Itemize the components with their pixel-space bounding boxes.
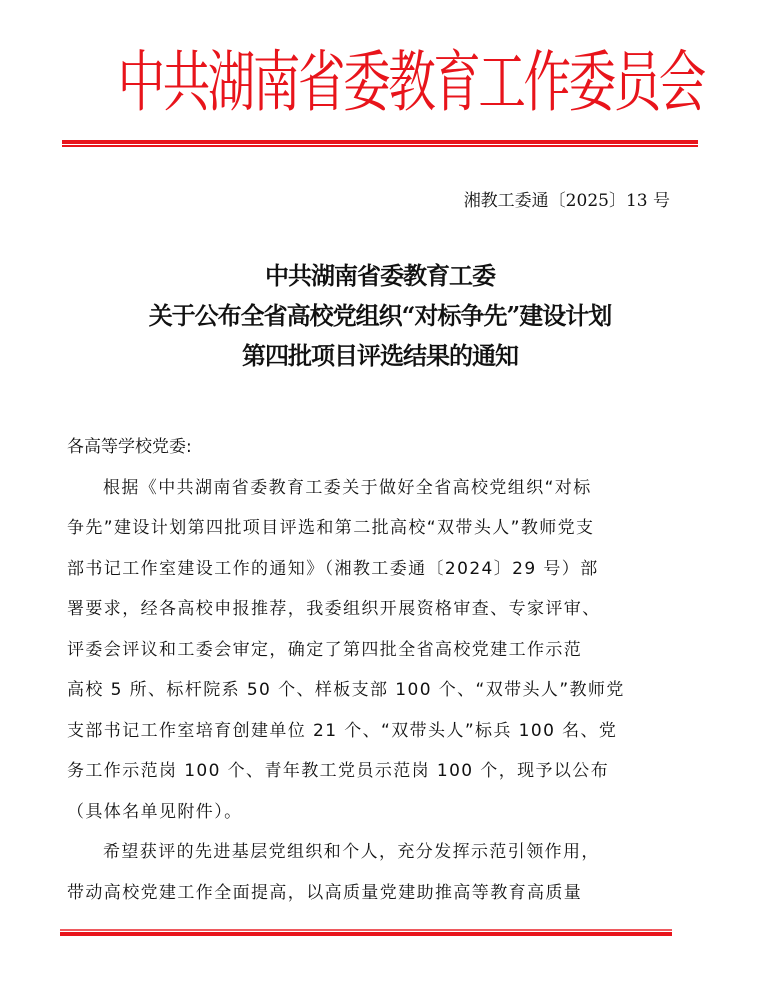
salutation: 各高等学校党委: [67,437,192,457]
document-number: 湘教工委通〔2025〕13 号 [463,191,670,211]
paragraph-line: 争先”建设计划第四批项目评选和第二批高校“双带头人”教师党支 [67,518,595,538]
paragraph-line: 署要求，经各高校申报推荐，我委组织开展资格审查、专家评审、 [67,599,601,619]
title-line-2: 关于公布全省高校党组织“对标争先”建设计划 [148,301,612,330]
paragraph-line: 希望获评的先进基层党组织和个人，充分发挥示范引领作用， [103,842,600,862]
paragraph-1 [67,468,679,833]
paragraph-line: （具体名单见附件）。 [67,801,243,822]
title-line-1: 中共湖南省委教育工委 [265,261,495,290]
footer-red-rule [60,929,672,936]
paragraph-line: 带动高校党建工作全面提高，以高质量党建助推高等教育高质量 [67,882,583,903]
document-title [60,256,700,376]
paragraph-line: 务工作示范岗 100 个、青年教工党员示范岗 100 个，现予以公布 [67,761,610,781]
paragraph-line: 支部书记工作室培育创建单位 21 个、“双带头人”标兵 100 名、党 [67,720,618,741]
paragraph-line: 高校 5 所、标杆院系 50 个、样板支部 100 个、“双带头人”教师党 [67,680,625,700]
paragraph-2 [67,832,679,913]
document-body [67,427,679,913]
masthead-red-rule [62,140,698,147]
paragraph-line: 根据《中共湖南省委教育工委关于做好全省高校党组织“对标 [103,477,592,498]
paragraph-line: 评委会评议和工委会审定，确定了第四批全省高校党建工作示范 [67,639,583,660]
masthead-title: 中共湖南省委教育工作委员会 [117,42,704,122]
title-line-3: 第四批项目评选结果的通知 [242,341,518,370]
paragraph-line: 部书记工作室建设工作的通知》（湘教工委通〔2024〕29 号）部 [67,558,599,579]
